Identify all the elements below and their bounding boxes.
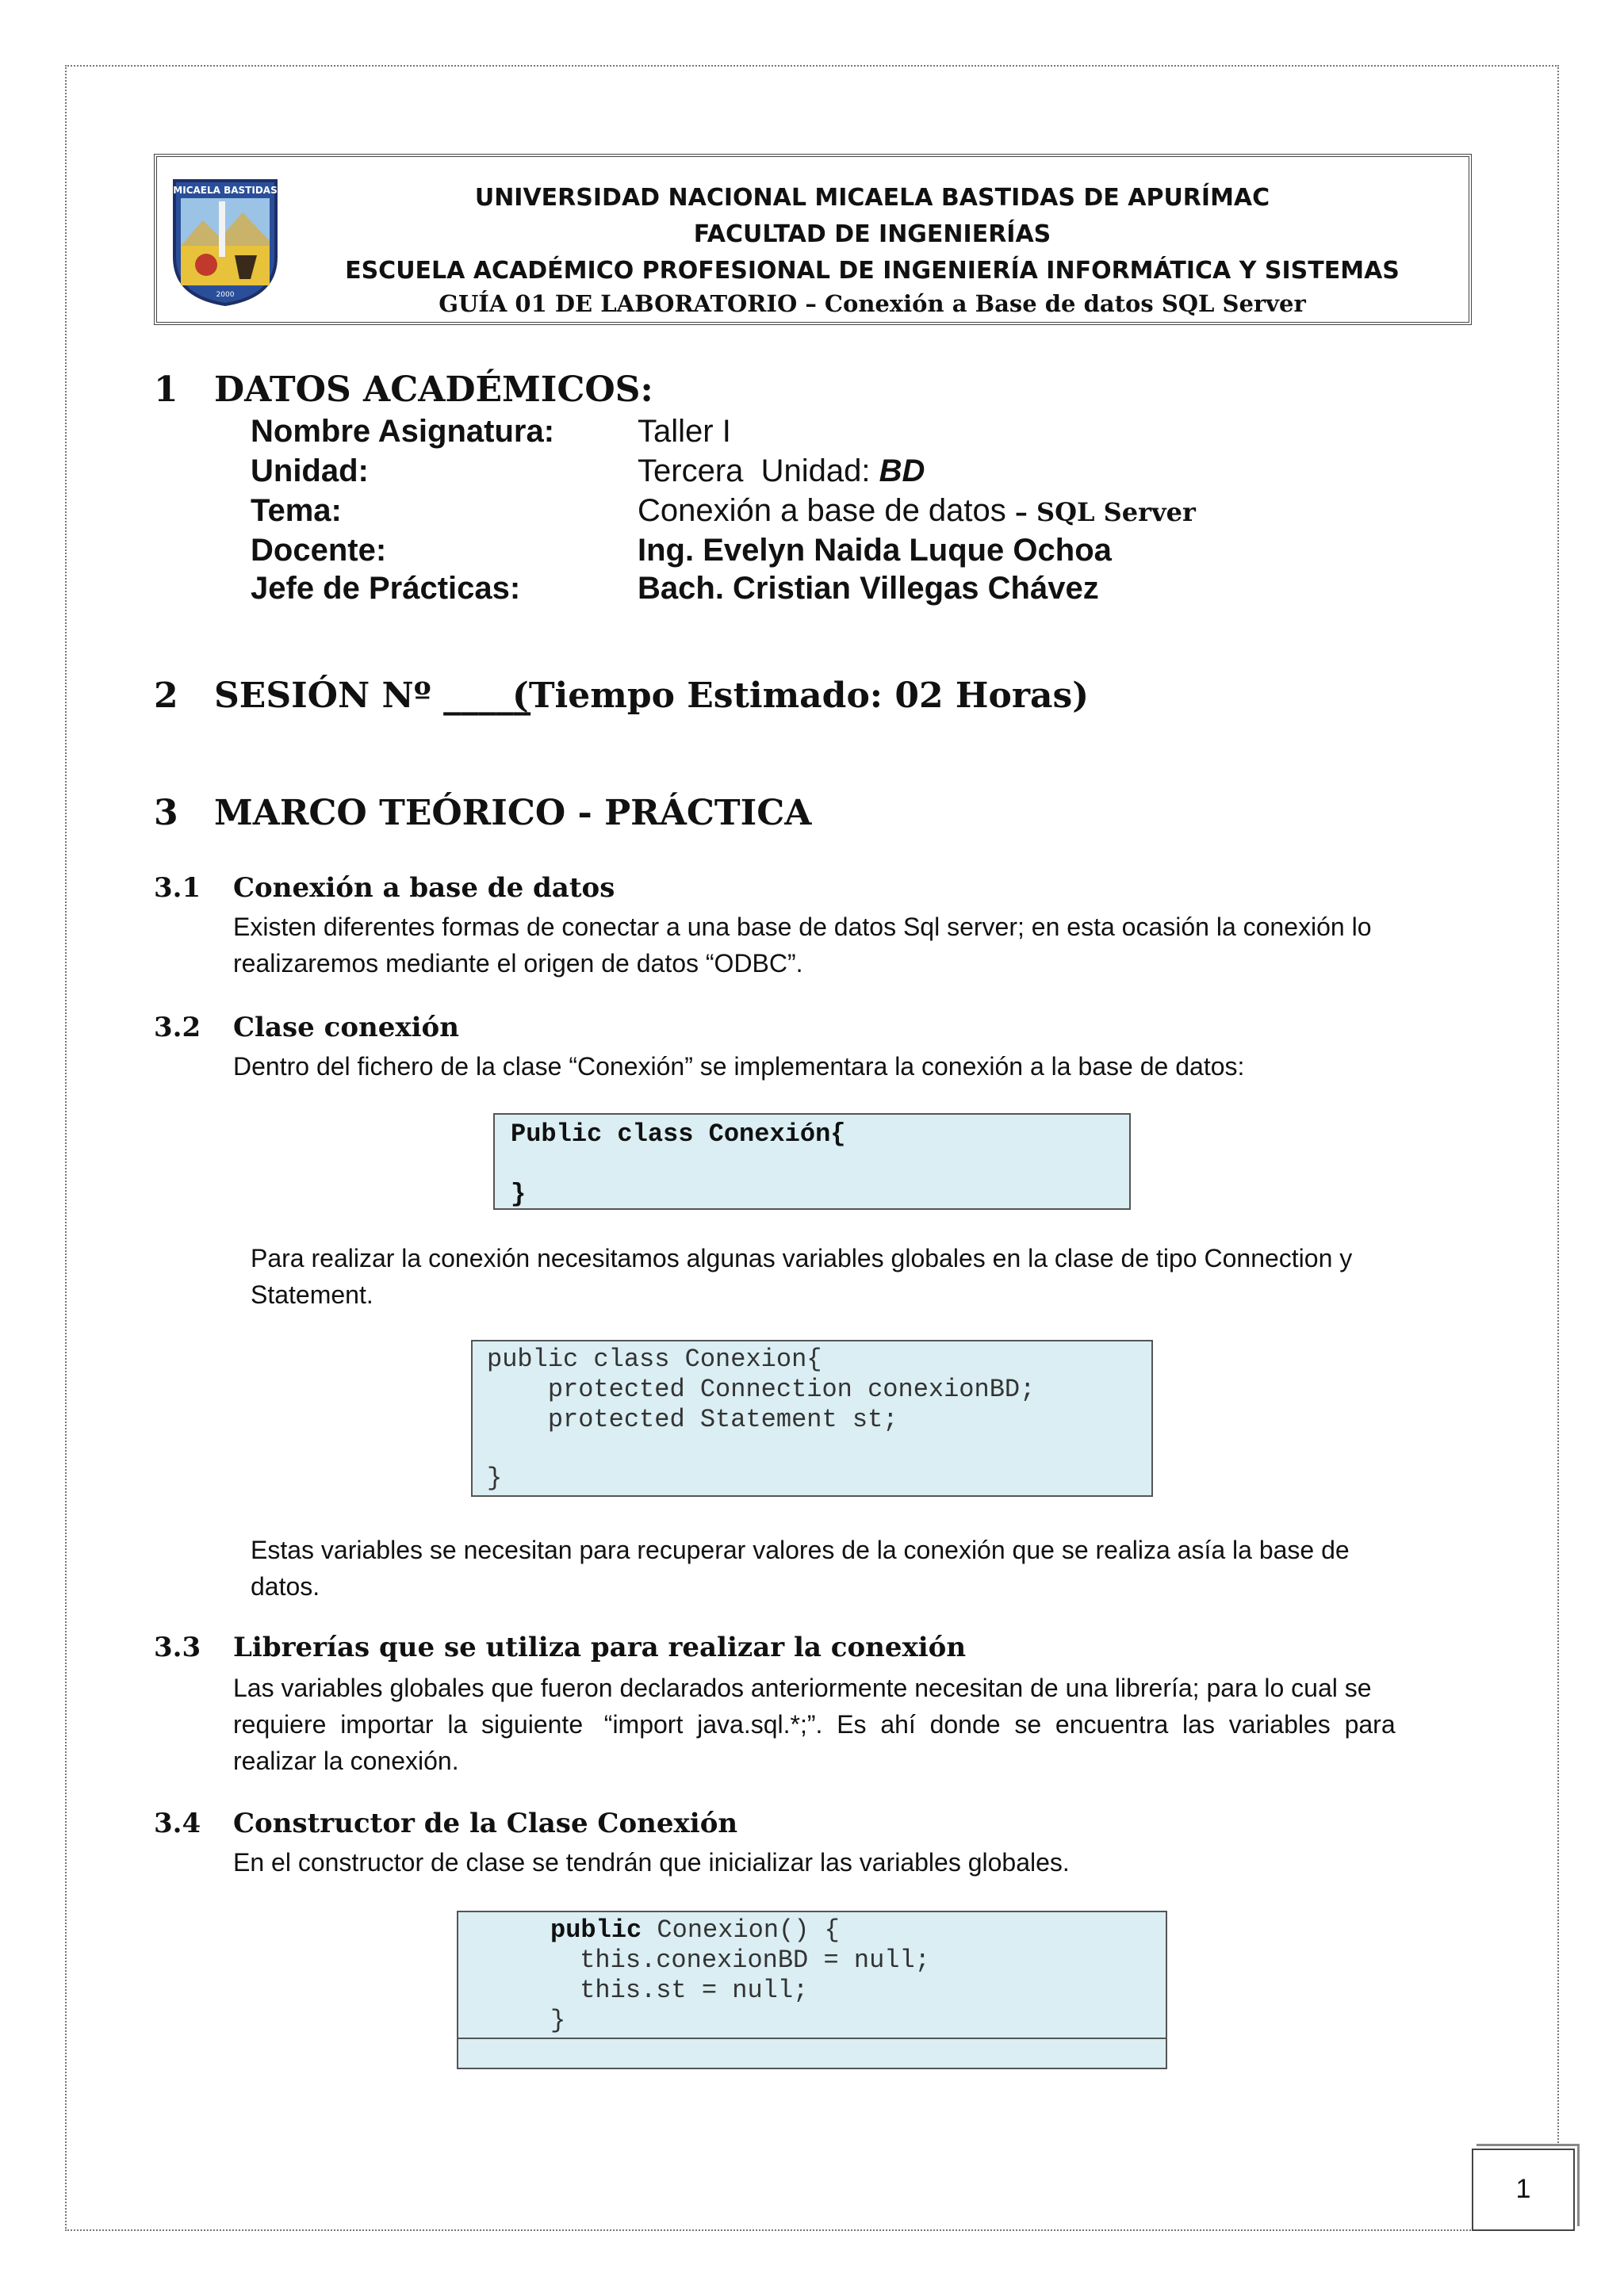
tema-suffix: – SQL Server: [1014, 497, 1196, 527]
guide-title: GUÍA 01 DE LABORATORIO – Conexión a Base de datos SQL Server: [439, 290, 1306, 317]
field-value-unidad: Tercera Unidad: BD: [638, 453, 925, 488]
code3-line3: this.st = null;: [565, 1976, 809, 2005]
sub-3-2-text-c-line2: datos.: [251, 1572, 320, 1601]
field-value-docente: Ing. Evelyn Naida Luque Ochoa: [638, 533, 1112, 568]
sub-3-2-title: Clase conexión: [233, 1012, 459, 1043]
sub-3-3-title: Librerías que se utiliza para realizar la conexión: [233, 1632, 967, 1663]
sub-3-3-text-line1: Las variables globales que fueron declarados anteriormente necesitan de una librería; para lo cual se: [233, 1674, 1372, 1702]
field-value-tema: Conexión a base de datos – SQL Server: [638, 493, 1196, 528]
code-block-global-variables: [471, 1340, 1153, 1497]
sub-3-1-text-line1: Existen diferentes formas de conectar a una base de datos Sql server; en esta ocasión la conexión lo: [233, 913, 1372, 941]
sub-3-3-text-line3: realizar la conexión.: [233, 1747, 459, 1775]
code2-line3: protected Statement st;: [487, 1405, 898, 1434]
sub-3-2-number: 3.2: [154, 1012, 201, 1043]
page-number: 1: [1515, 2174, 1531, 2204]
sub-3-4-number: 3.4: [154, 1808, 201, 1839]
sub-3-3-text-line2: requiere importar la siguiente “import java.sql.*;”. Es ahí donde se encuentra las variables para: [233, 1710, 1396, 1739]
section-3-title: MARCO TEÓRICO - PRÁCTICA: [214, 793, 812, 833]
field-label-tema: Tema:: [251, 493, 342, 528]
school-name: ESCUELA ACADÉMICO PROFESIONAL DE INGENIERÍA INFORMÁTICA Y SISTEMAS: [345, 257, 1400, 285]
field-label-unidad: Unidad:: [251, 453, 369, 488]
code2-line1: public class Conexion{: [487, 1345, 822, 1374]
sub-3-2-text-c-line1: Estas variables se necesitan para recuperar valores de la conexión que se realiza asía la base de: [251, 1536, 1350, 1564]
code3-divider: [458, 2038, 1166, 2039]
page-number-box: [1472, 2149, 1575, 2231]
code-block-class-declaration: [493, 1113, 1131, 1210]
section-3-number: 3: [154, 793, 178, 833]
code-block-constructor: [457, 1911, 1167, 2069]
sub-3-1-text-line2: realizaremos mediante el origen de datos “ODBC”.: [233, 949, 803, 978]
university-name: UNIVERSIDAD NACIONAL MICAELA BASTIDAS DE APURÍMAC: [474, 184, 1270, 212]
unidad-emphasis: BD: [879, 453, 925, 488]
code3-line2: this.conexionBD = null;: [565, 1946, 930, 1975]
code1-line2: }: [511, 1180, 527, 1209]
sub-3-1-number: 3.1: [154, 872, 201, 904]
sub-3-4-text: En el constructor de clase se tendrán que inicializar las variables globales.: [233, 1848, 1070, 1877]
svg-text:MICAELA BASTIDAS: MICAELA BASTIDAS: [173, 185, 278, 196]
code3-line1: public Conexion() {: [550, 1915, 840, 1945]
sub-3-2-text-b-line2: Statement.: [251, 1280, 373, 1309]
code2-line4: }: [487, 1464, 503, 1493]
field-label-asignatura: Nombre Asignatura:: [251, 414, 555, 449]
field-value-asignatura: Taller I: [638, 414, 731, 449]
sub-3-3-number: 3.3: [154, 1632, 201, 1663]
field-label-docente: Docente:: [251, 533, 387, 568]
code3-keyword: public: [550, 1915, 642, 1945]
code3-line4: }: [550, 2006, 566, 2035]
university-crest-icon: [171, 178, 279, 308]
code2-line2: protected Connection conexionBD;: [487, 1375, 1036, 1404]
document-header: [154, 154, 1472, 325]
sub-3-1-title: Conexión a base de datos: [233, 872, 615, 904]
sub-3-4-title: Constructor de la Clase Conexión: [233, 1808, 738, 1839]
section-2-time: (Tiempo Estimado: 02 Horas): [512, 675, 1090, 716]
svg-text:2000: 2000: [216, 291, 235, 299]
sub-3-2-text-b-line1: Para realizar la conexión necesitamos algunas variables globales en la clase de tipo Connection y: [251, 1244, 1353, 1272]
section-1-title: DATOS ACADÉMICOS:: [214, 369, 653, 410]
sub-3-2-text: Dentro del fichero de la clase “Conexión” se implementara la conexión a la base de datos:: [233, 1052, 1245, 1081]
section-2-title: SESIÓN Nº _____: [214, 675, 531, 716]
faculty-name: FACULTAD DE INGENIERÍAS: [693, 220, 1051, 248]
section-1-number: 1: [154, 369, 178, 410]
field-label-jefe: Jefe de Prácticas:: [251, 571, 521, 606]
section-2-number: 2: [154, 675, 178, 716]
code1-line1: Public class Conexión{: [511, 1119, 846, 1149]
field-value-jefe: Bach. Cristian Villegas Chávez: [638, 571, 1099, 606]
